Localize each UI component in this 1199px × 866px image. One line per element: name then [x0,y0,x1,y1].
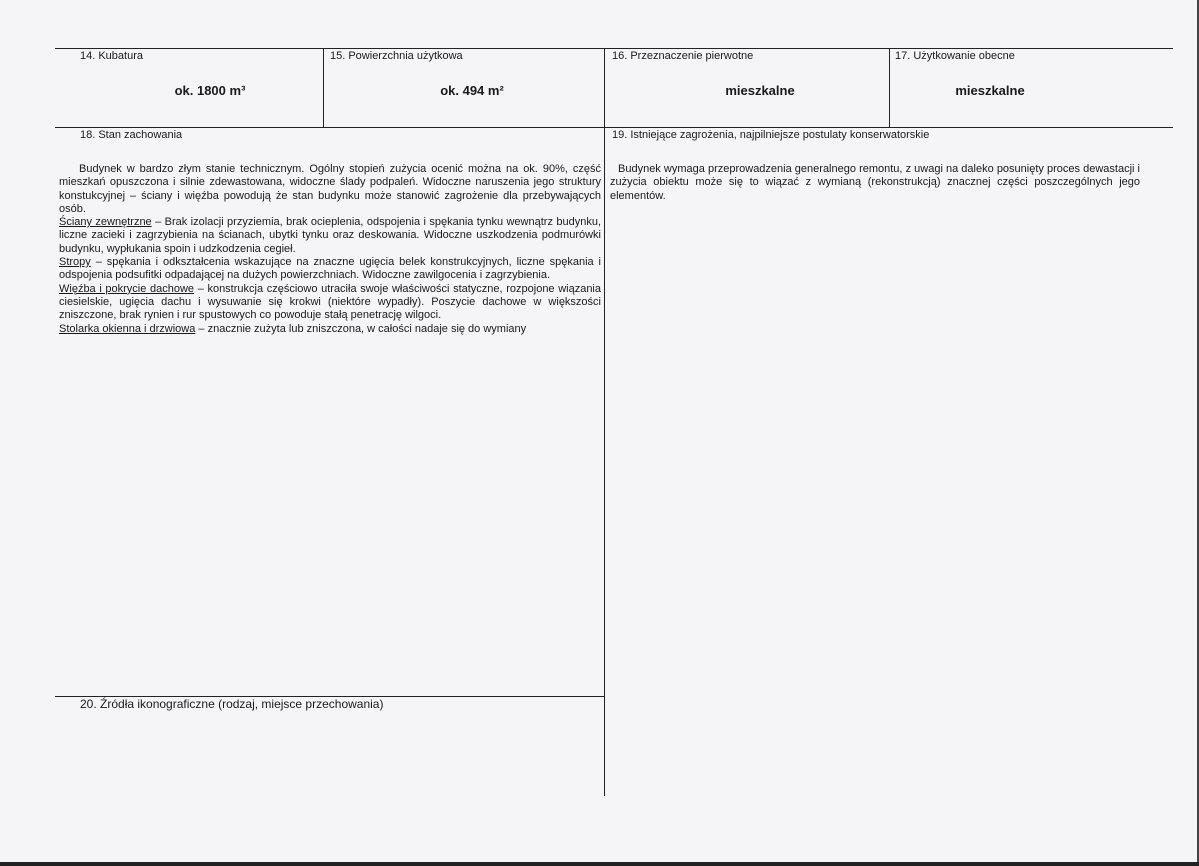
ceilings-text: – spękania i odkształcenia wskazujące na znaczne ugięcia belek konstrukcyjnych, liczne spękania i odspojenia podsufitki odpadającej na dużych powierzchniach. Widoczne zawilgocenia i zagrzybienia. [59,256,601,282]
threats-text: Budynek wymaga przeprowadzenia generalnego remontu, z uwagi na daleko posunięty proces dewastacji i zużycia obiektu może się to wiązać z wymianą (rekonstrukcją) znacznej części poszczególnych jego elementów. [610,163,1140,202]
field-16-value: mieszkalne [725,83,795,98]
top-rule [55,48,1173,49]
walls-text: – Brak izolacji przyziemia, brak ocieplenia, odspojenia i spękania tynku wewnątrz budynku, liczne zacieki i zagrzybienia na ścianach, ubytki tynku oraz deskowania. Widoczne uszkodzenia podmurówki budynku, wypłukania spoin i udzkodzenia cegieł. [59,216,602,255]
field-15-value: ok. 494 m² [440,83,504,98]
field-17-label: 17. Użytkowanie obecne [895,50,1015,62]
condition-roof [59,283,601,323]
ceilings-heading: Stropy [59,256,91,269]
field-15-label: 15. Powierzchnia użytkowa [330,50,463,62]
field-16-label: 16. Przeznaczenie pierwotne [612,50,754,62]
col-divider-3 [889,48,890,128]
roof-text: – konstrukcja częściowo utraciła swoje właściwości statyczne, rozpojone wiązania ciesielskie, ugięcia dachu i wysuwanie się krokwi (niektóre wypadły). Poszycie dachowe w większości zniszczone, brak rynien i rur spustowych co powoduje stałą penetrację wilgoci. [59,282,601,322]
condition-description [59,163,601,336]
joinery-heading: Stolarka okienna i drzwiowa [59,322,196,335]
condition-ceilings [59,256,601,283]
condition-intro: Budynek w bardzo złym stanie technicznym. Ogólny stopień zużycia ocenić można na ok. 90%, część mieszkań opuszczona i silnie zdewastowana, widoczne ślady podpaleń. Widoczne naruszenia jego struktury konstukcyjnej – ściany i więźba powodują że stan budynku może stanowić zagrożenie dla przebywających osób. [59,163,601,215]
col-divider-1 [323,48,324,128]
threats-description [610,163,1140,203]
scan-edge-bottom [0,862,1199,866]
field-17-value: mieszkalne [955,83,1025,98]
header-bottom-rule [55,127,1173,128]
condition-walls [59,216,601,256]
field-20-label: 20. Źródła ikonograficzne (rodzaj, miejsce przechowania) [80,697,384,711]
roof-heading: Więźba i pokrycie dachowe [59,282,195,295]
condition-joinery [59,323,601,336]
joinery-text: – znacznie zużyta lub zniszczona, w całości nadaje się do wymiany [195,322,527,335]
field-19-label: 19. Istniejące zagrożenia, najpilniejsze postulaty konserwatorskie [612,129,930,141]
col-divider-2 [604,48,605,796]
field-14-value: ok. 1800 m³ [174,83,246,98]
walls-heading: Ściany zewnętrzne [59,216,152,229]
field-14-label: 14. Kubatura [80,50,143,62]
field-18-label: 18. Stan zachowania [80,129,183,141]
